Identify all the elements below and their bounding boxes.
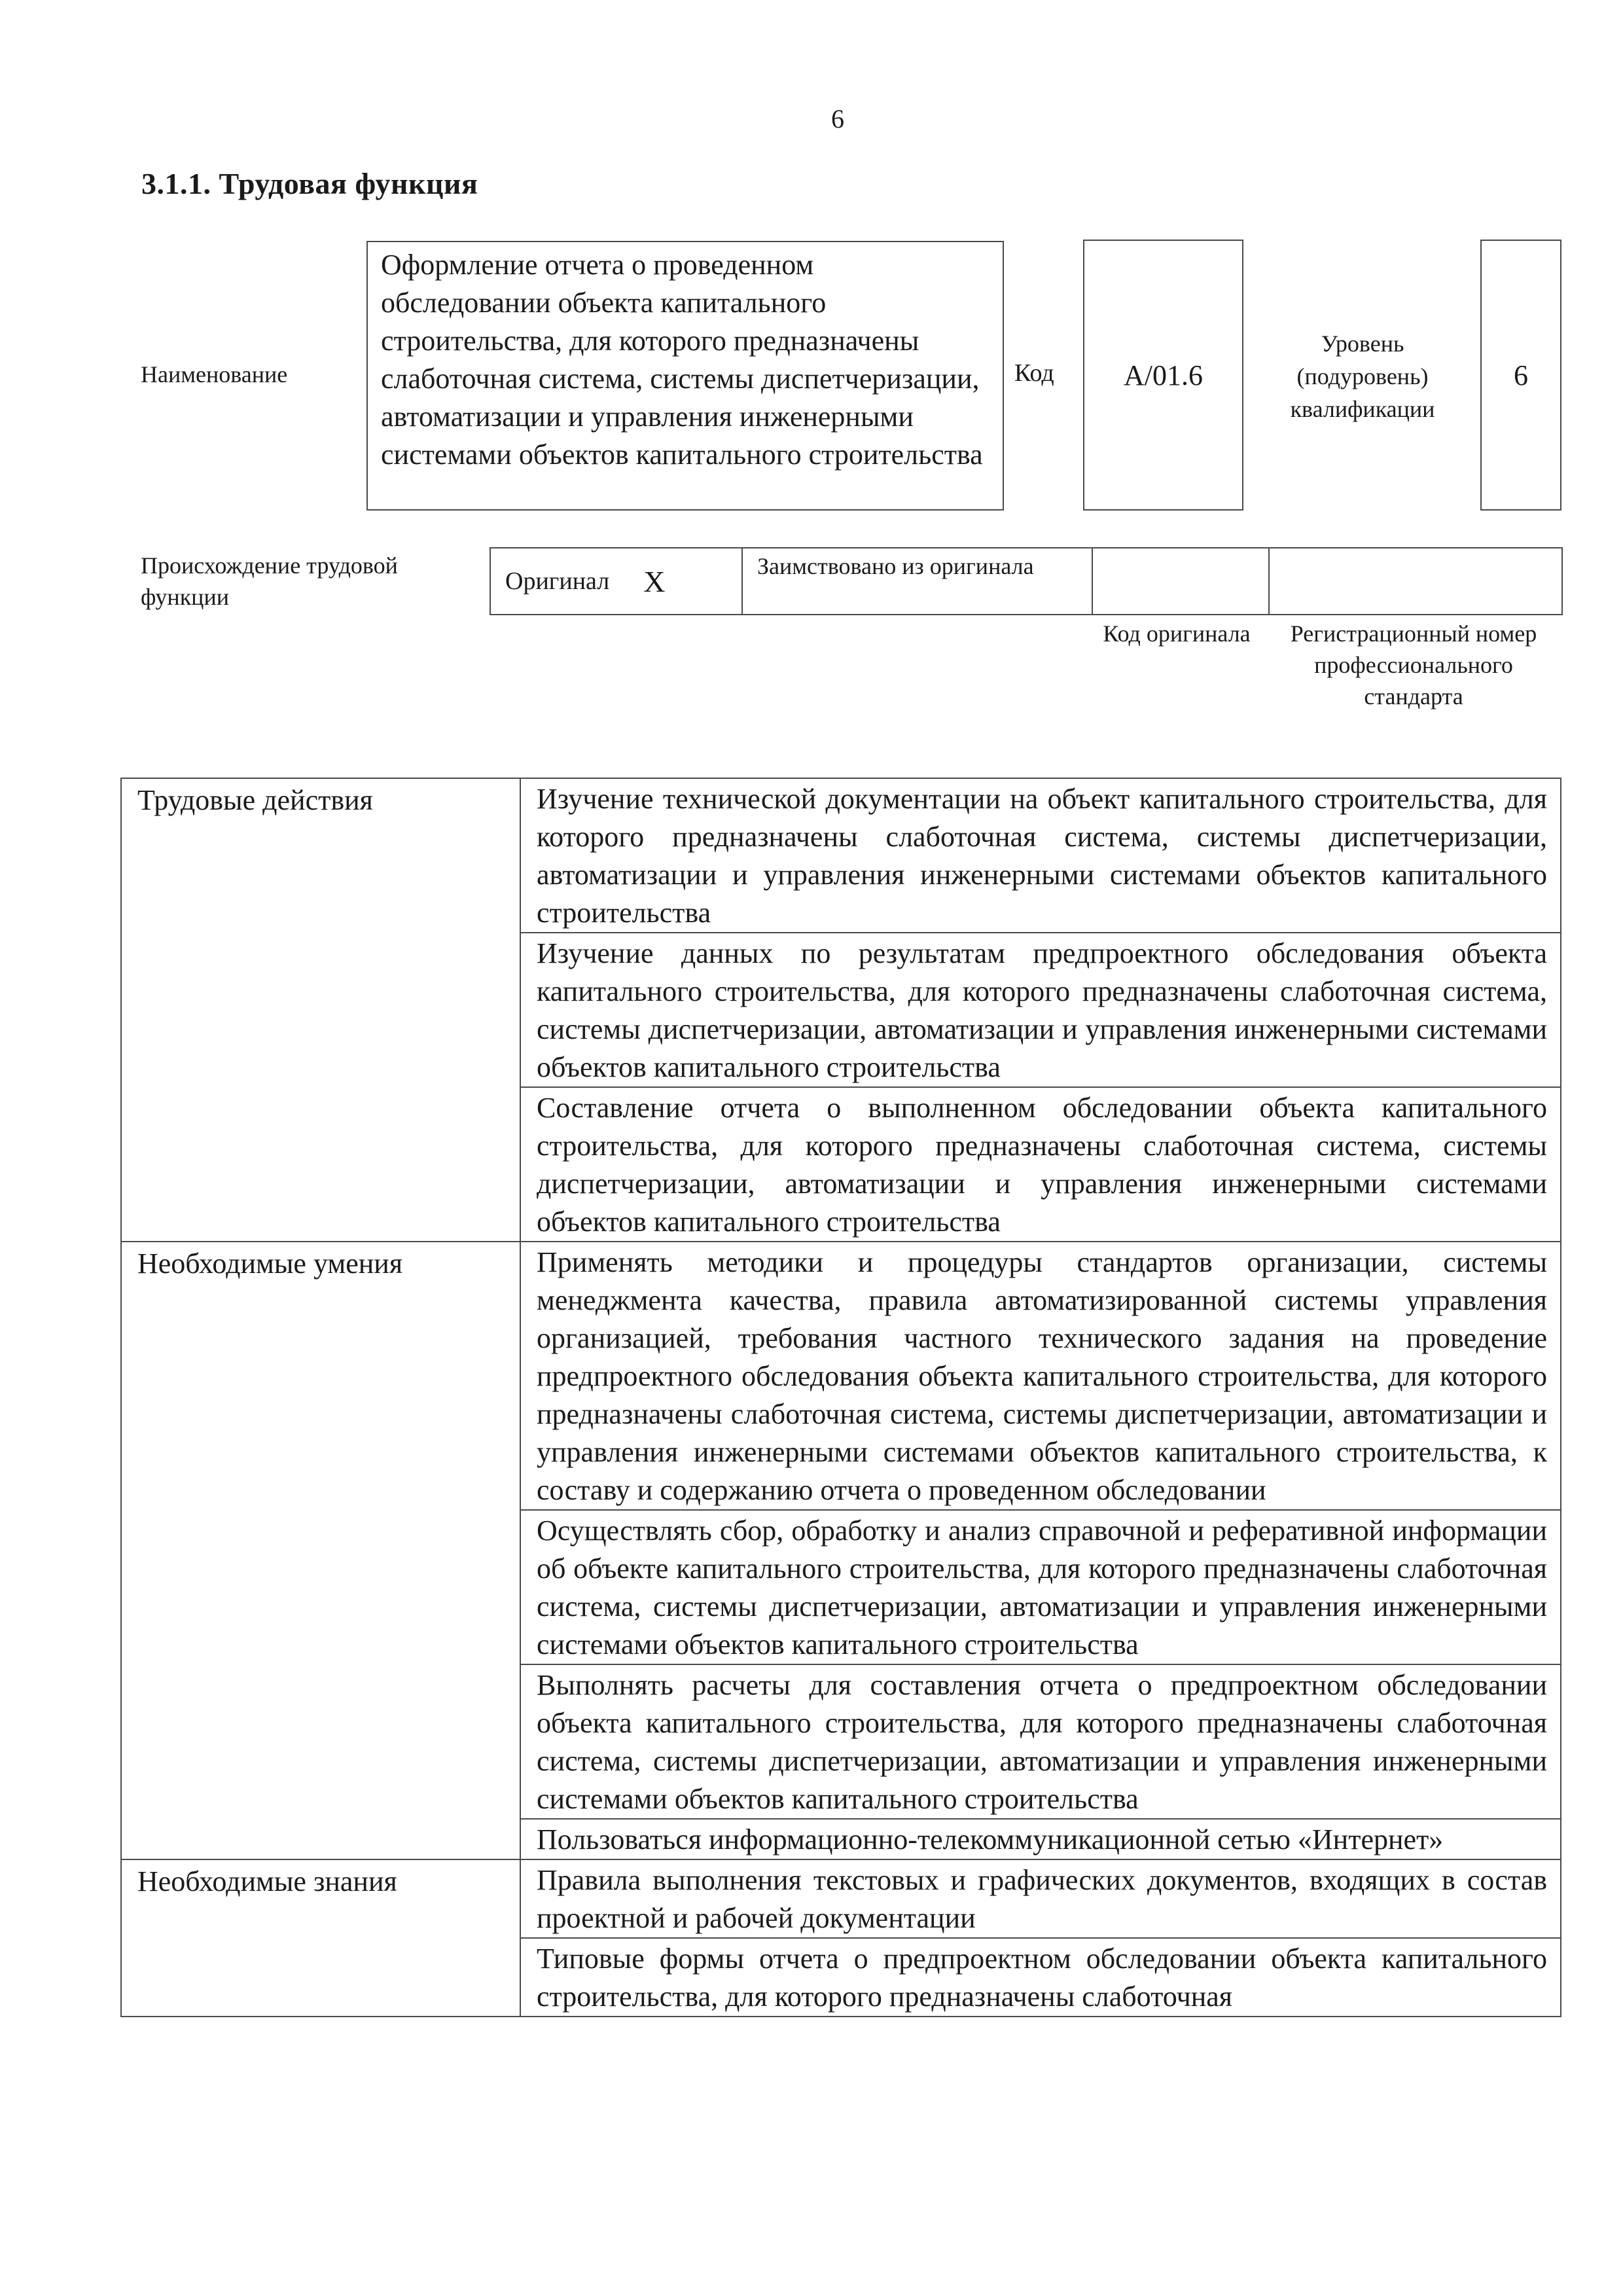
- item-cell: Пользоваться информационно-телекоммуникационной сетью «Интернет»: [520, 1819, 1561, 1859]
- category-cell: Необходимые умения: [121, 1242, 520, 1859]
- item-cell: Применять методики и процедуры стандартов организации, системы менеджмента качества, правила автоматизированной системы управления организацией, требования частного технического задания на проведение предпроектного обследования объекта капитального строительства, для которого предназначены слаботочная система, системы диспетчеризации, автоматизации и управления инженерными системами объектов капитального строительства, к составу и содержанию отчета о проведенном обследовании: [520, 1242, 1561, 1510]
- item-cell: Выполнять расчеты для составления отчета о предпроектном обследовании объекта капитального строительства, для которого предназначены слаботочная система, системы диспетчеризации, автоматизации и управления инженерными системами объектов капитального строительства: [520, 1664, 1561, 1819]
- category-cell: Необходимые знания: [121, 1859, 520, 2017]
- category-cell: Трудовые действия: [121, 778, 520, 1242]
- name-label: Наименование: [141, 361, 288, 387]
- origin-reg-caption: Регистрационный номер профессионального стандарта: [1290, 620, 1537, 709]
- item-cell: Осуществлять сбор, обработку и анализ справочной и реферативной информации об объекте капитального строительства, для которого предназначены слаботочная система, системы диспетчеризации, автоматизации и управления инженерными системами объектов капитального строительства: [520, 1510, 1561, 1664]
- origin-original-mark: X: [643, 564, 666, 598]
- page-number: 6: [831, 104, 844, 134]
- table-row: [121, 778, 1561, 933]
- level-value: 6: [1514, 359, 1528, 391]
- origin-original-label: Оригинал: [505, 567, 610, 595]
- table-row: [121, 1242, 1561, 1510]
- item-cell: Правила выполнения текстовых и графических документов, входящих в состав проектной и рабочей документации: [520, 1859, 1561, 1938]
- item-cell: Составление отчета о выполненном обследовании объекта капитального строительства, для которого предназначены слаботочная система, системы диспетчеризации, автоматизации и управления инженерными системами объектов капитального строительства: [520, 1087, 1561, 1242]
- item-cell: Изучение данных по результатам предпроектного обследования объекта капитального строительства, для которого предназначены слаботочная система, системы диспетчеризации, автоматизации и управления инженерными системами объектов капитального строительства: [520, 933, 1561, 1087]
- code-label: Код: [1014, 359, 1054, 387]
- section-title: 3.1.1. Трудовая функция: [141, 167, 478, 200]
- function-name-box: Оформление отчета о проведенном обследовании объекта капитального строительства, для которого предназначены слаботочная система, системы диспетчеризации, автоматизации и управления инженерными системами объектов капитального строительства: [366, 241, 1004, 511]
- item-cell: Типовые формы отчета о предпроектном обследовании объекта капитального строительства, для которого предназначены слаботочная: [520, 1938, 1561, 2017]
- origin-label: Происхождение трудовой функции: [141, 552, 398, 610]
- item-cell: Изучение технической документации на объект капитального строительства, для которого предназначены слаботочная система, системы диспетчеризации, автоматизации и управления инженерными системами объектов капитального строительства: [520, 778, 1561, 933]
- code-value: А/01.6: [1124, 359, 1203, 391]
- table-row: [121, 1859, 1561, 1938]
- function-details-table: [120, 778, 1561, 2017]
- level-label: Уровень (подуровень) квалификации: [1290, 331, 1435, 422]
- origin-code-caption: Код оригинала: [1103, 620, 1251, 647]
- origin-borrowed-label: Заимствовано из оригинала: [757, 553, 1034, 579]
